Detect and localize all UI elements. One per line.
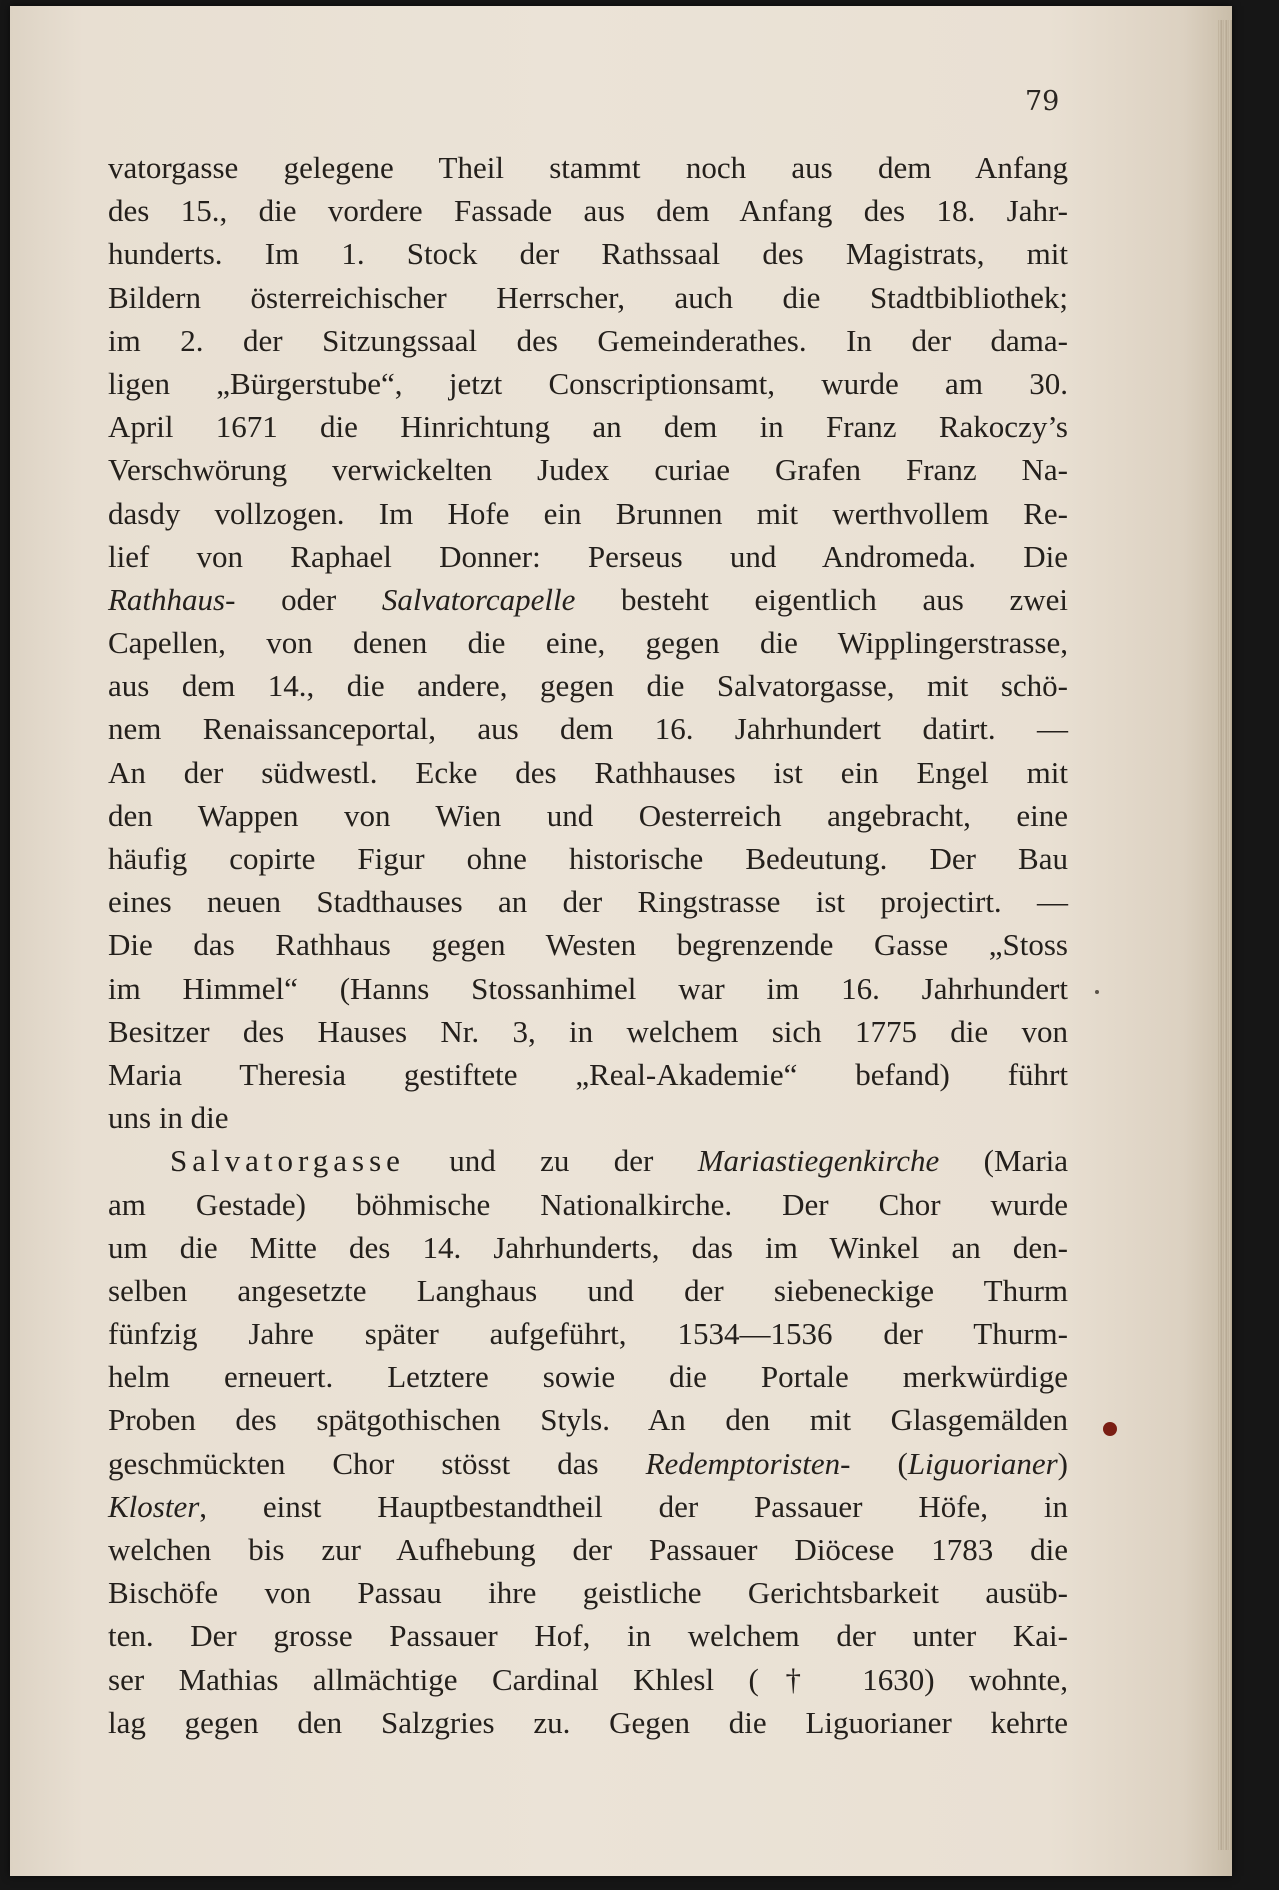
text-line: lag gegen den Salzgries zu. Gegen die Liguorianer kehrte (108, 1704, 1068, 1740)
page-edge (1218, 20, 1232, 1850)
text-line: welchen bis zur Aufhebung der Passauer Diöcese 1783 die (108, 1532, 1068, 1567)
text-line: Kloster, einst Hauptbestandtheil der Passauer Höfe, in (108, 1488, 1068, 1524)
text-line: vatorgasse gelegene Theil stammt noch aus dem Anfang (108, 150, 1068, 185)
text-line: eines neuen Stadthauses an der Ringstrasse ist projectirt. — (108, 884, 1068, 920)
book-page (10, 6, 1232, 1876)
page-number: 79 (1025, 86, 1060, 117)
italic-term: Mariastiegenkirche (697, 1143, 940, 1179)
italic-term: Salvatorcapelle (381, 581, 576, 617)
spaced-term: Salvatorgasse (170, 1143, 405, 1179)
text-line: Maria Theresia gestiftete „Real-Akademie“ befand) führt (108, 1056, 1068, 1092)
text-line: aus dem 14., die andere, gegen die Salvatorgasse, mit schö- (108, 668, 1068, 704)
text-line: selben angesetzte Langhaus und der siebeneckige Thurm (108, 1272, 1068, 1308)
text-line: im Himmel“ (Hanns Stossanhimel war im 16. Jahrhundert (108, 970, 1068, 1006)
text-line: den Wappen von Wien und Oesterreich angebracht, eine (108, 797, 1068, 833)
text-line: häufig copirte Figur ohne historische Bedeutung. Der Bau (108, 841, 1068, 876)
italic-term: Liguorianer (907, 1445, 1058, 1481)
body-text (108, 146, 1068, 1744)
text-line: im 2. der Sitzungssaal des Gemeinderathes. In der dama- (108, 322, 1068, 358)
text-line: ligen „Bürgerstube“, jetzt Conscriptionsamt, wurde am 30. (108, 365, 1068, 401)
margin-dot (1095, 990, 1099, 994)
text-line: des 15., die vordere Fassade aus dem Anfang des 18. Jahr- (108, 193, 1068, 229)
text-line: nem Renaissanceportal, aus dem 16. Jahrhundert datirt. — (108, 711, 1068, 747)
text-line: hunderts. Im 1. Stock der Rathssaal des Magistrats, mit (108, 236, 1068, 272)
text-line: April 1671 die Hinrichtung an dem in Franz Rakoczy’s (108, 409, 1068, 445)
text-line: An der südwestl. Ecke des Rathhauses ist ein Engel mit (108, 754, 1068, 790)
text-line: fünfzig Jahre später aufgeführt, 1534—1536 der Thurm- (108, 1316, 1068, 1352)
italic-term: Kloster (108, 1488, 200, 1524)
text-line: Verschwörung verwickelten Judex curiae Grafen Franz Na- (108, 452, 1068, 488)
text-line: Besitzer des Hauses Nr. 3, in welchem sich 1775 die von (108, 1013, 1068, 1049)
text-line: geschmückten Chor stösst das Redemptoristen- (Liguorianer) (108, 1445, 1068, 1481)
text-line: Capellen, von denen die eine, gegen die Wipplingerstrasse, (108, 625, 1068, 661)
red-ink-mark (1103, 1422, 1117, 1436)
text-line: ser Mathias allmächtige Cardinal Khlesl († 1630) wohnte, (108, 1661, 1068, 1697)
text-line: Bildern österreichischer Herrscher, auch die Stadtbibliothek; (108, 279, 1068, 315)
italic-term: Rathhaus- (108, 581, 236, 617)
text-line: lief von Raphael Donner: Perseus und Andromeda. Die (108, 538, 1068, 574)
text-line: Die das Rathhaus gegen Westen begrenzende Gasse „Stoss (108, 927, 1068, 963)
text-line: helm erneuert. Letztere sowie die Portale merkwürdige (108, 1359, 1068, 1395)
italic-term: Redemptoristen- (645, 1445, 851, 1481)
text-line: Rathhaus- oder Salvatorcapelle besteht eigentlich aus zwei (108, 581, 1068, 617)
text-line: um die Mitte des 14. Jahrhunderts, das im Winkel an den- (108, 1229, 1068, 1265)
text-line: ten. Der grosse Passauer Hof, in welchem der unter Kai- (108, 1618, 1068, 1654)
text-line: am Gestade) böhmische Nationalkirche. Der Chor wurde (108, 1186, 1068, 1222)
text-line: Salvatorgasse und zu der Mariastiegenkirche (Maria (170, 1143, 1069, 1179)
text-line: Bischöfe von Passau ihre geistliche Gerichtsbarkeit ausüb- (108, 1575, 1068, 1611)
text-line: dasdy vollzogen. Im Hofe ein Brunnen mit werthvollem Re- (108, 495, 1068, 531)
text-line: Proben des spätgothischen Styls. An den mit Glasgemälden (108, 1402, 1068, 1438)
text-line: uns in die (108, 1100, 229, 1136)
